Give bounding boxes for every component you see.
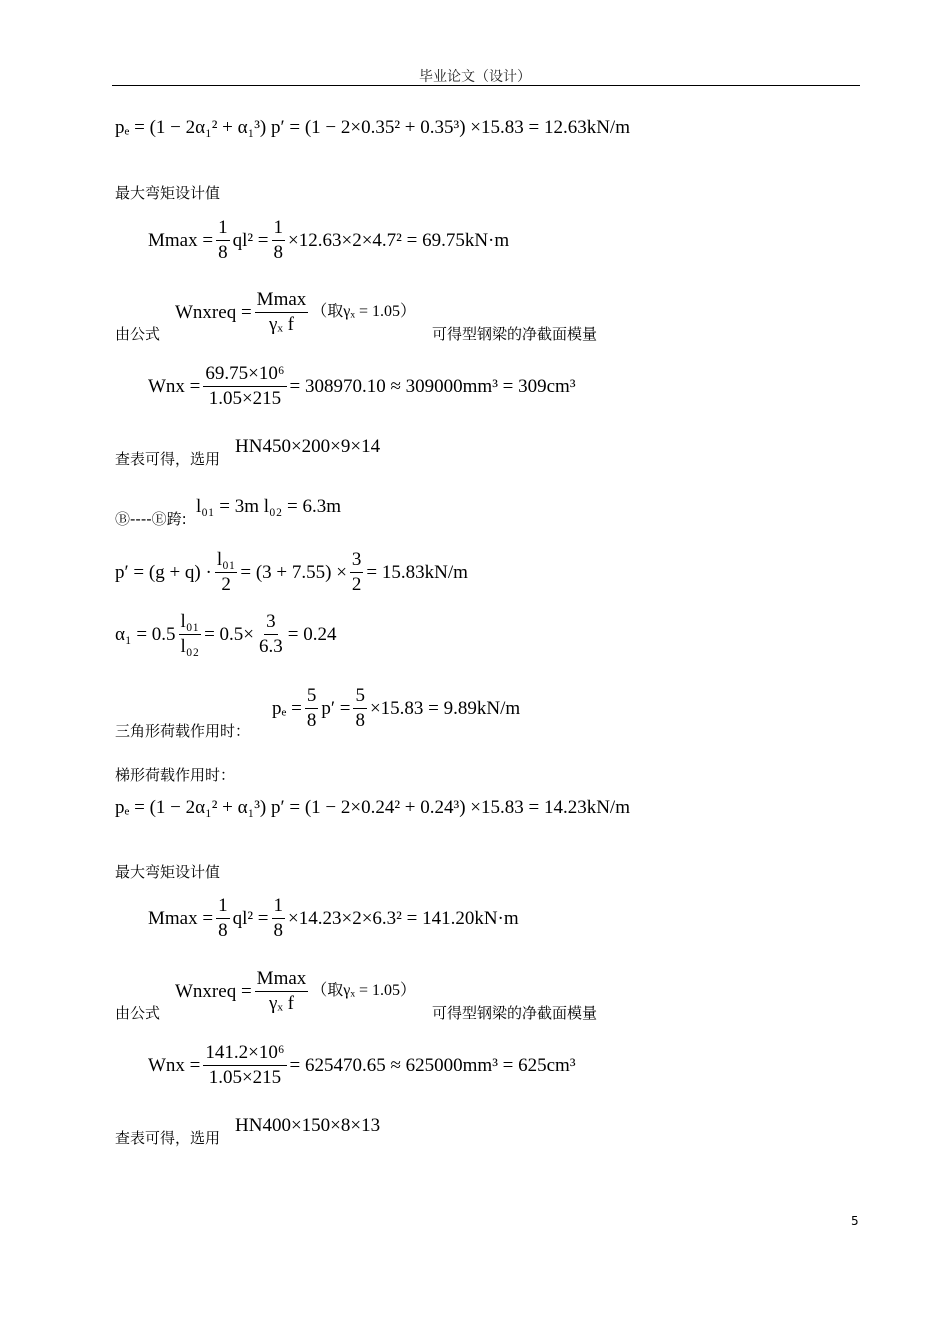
- fraction-5-8: $\frac{5}{8}$: [306, 685, 317, 731]
- label-max-moment-1: 最大弯矩设计值: [115, 184, 221, 202]
- wnx-result-1: = 308970.10 ≈ 309000mm³ = 309cm³: [289, 375, 576, 397]
- label-select-2: 查表可得，选用: [115, 1129, 221, 1147]
- mmax-result-1: ×12.63×2×4.7² = 69.75kN·m: [288, 229, 510, 251]
- fraction-3-over-6-3: $\frac{3}{6.3}$: [259, 611, 283, 657]
- span-lengths: l₀₁ = 3m l₀₂ = 6.3m: [196, 496, 342, 517]
- wnx-symbol-2: Wnx =: [148, 1054, 201, 1076]
- p-prime-lhs: p′ = (g + q) ·: [115, 561, 212, 583]
- section-designation-1: HN450×200×9×14: [235, 436, 381, 457]
- header-rule: [112, 85, 860, 86]
- wreq-symbol-2: Wnxreq =: [175, 980, 252, 1002]
- equation-mmax-2: [148, 896, 519, 941]
- pe-triangle-result: ×15.83 = 9.89kN/m: [369, 697, 521, 719]
- equation-mmax-1: [148, 218, 509, 263]
- fraction-one-eighth-3: $\frac{1}{8}$: [218, 895, 228, 941]
- pe-lhs: pₑ =: [272, 697, 302, 719]
- label-trapezoid-load: 梯形荷载作用时：: [115, 766, 236, 784]
- take-gamma-2: （取γₓ = 1.05）: [311, 982, 417, 1000]
- label-formula-1: 由公式: [115, 325, 161, 343]
- take-gamma-1: （取γₓ = 1.05）: [311, 303, 417, 321]
- equation-wnxreq-1: [175, 290, 416, 335]
- equation-pe-triangle: [272, 686, 520, 731]
- alpha1-lhs: α₁ = 0.5: [115, 623, 176, 645]
- ql2-term-2: ql² =: [232, 907, 269, 929]
- label-max-moment-2: 最大弯矩设计值: [115, 863, 221, 881]
- equation-wnxreq-2: [175, 969, 416, 1014]
- wreq-symbol: Wnxreq =: [175, 301, 252, 323]
- wnx-result-2: = 625470.65 ≈ 625000mm³ = 625cm³: [289, 1054, 576, 1076]
- pe-mid: p′ =: [321, 697, 351, 719]
- page-number: 5: [851, 1214, 859, 1228]
- mmax-result-2: ×14.23×2×6.3² = 141.20kN·m: [288, 907, 519, 929]
- label-formula-2: 由公式: [115, 1004, 161, 1022]
- fraction-l01-over-2: $\frac{\text{l₀₁}}{2}$: [216, 549, 236, 595]
- mmax-symbol: Mmax =: [148, 229, 214, 251]
- label-select-1: 查表可得，选用: [115, 450, 221, 468]
- section-designation-2: HN400×150×8×13: [235, 1115, 381, 1136]
- equation-pe-trapezoid-1: pₑ = (1 − 2α₁² + α₁³) p′ = (1 − 2×0.35² + 0.35³) ×15.83 = 12.63kN/m: [115, 117, 630, 138]
- label-triangle-load: 三角形荷载作用时：: [115, 722, 251, 740]
- fraction-one-eighth-4: $\frac{1}{8}$: [273, 895, 284, 941]
- mmax-symbol-2: Mmax =: [148, 907, 214, 929]
- fraction-wnx-1: $\frac{\text{69.75×10⁶}}{1.05\times 215}$: [205, 363, 285, 409]
- fraction-mmax-gamma-f: $\frac{Mmax}{\text{γₓ f}}$: [256, 289, 307, 335]
- span-label: Ⓑ----Ⓔ跨:: [115, 510, 187, 528]
- equation-p-prime: [115, 550, 468, 595]
- label-section-modulus-2: 可得型钢梁的净截面模量: [432, 1004, 598, 1022]
- equation-alpha1: [115, 612, 336, 657]
- label-section-modulus-1: 可得型钢梁的净截面模量: [432, 325, 598, 343]
- alpha1-result: = 0.24: [287, 623, 337, 645]
- fraction-l01-over-l02: $\frac{\text{l₀₁}}{\text{l₀₂}}$: [180, 611, 200, 657]
- fraction-5-8-2: $\frac{5}{8}$: [355, 685, 365, 731]
- wnx-symbol: Wnx =: [148, 375, 201, 397]
- fraction-wnx-2: $\frac{\text{141.2×10⁶}}{1.05\times 215}$: [205, 1042, 285, 1088]
- fraction-mmax-gamma-f-2: $\frac{Mmax}{\text{γₓ f}}$: [256, 968, 307, 1014]
- equation-wnx-1: [148, 364, 576, 409]
- equation-wnx-2: [148, 1043, 576, 1088]
- fraction-3-over-2: $\frac{3}{2}$: [351, 549, 362, 595]
- fraction-one-eighth: $\frac{1}{8}$: [218, 217, 228, 263]
- page-header: 毕业论文（设计）: [419, 69, 531, 85]
- fraction-one-eighth-2: $\frac{1}{8}$: [273, 217, 284, 263]
- ql2-term: ql² =: [232, 229, 269, 251]
- alpha1-mid: = 0.5×: [204, 623, 255, 645]
- equation-pe-trapezoid-2: pₑ = (1 − 2α₁² + α₁³) p′ = (1 − 2×0.24² + 0.24³) ×15.83 = 14.23kN/m: [115, 797, 630, 818]
- p-prime-result: = 15.83kN/m: [366, 561, 468, 583]
- p-prime-mid: = (3 + 7.55) ×: [240, 561, 347, 583]
